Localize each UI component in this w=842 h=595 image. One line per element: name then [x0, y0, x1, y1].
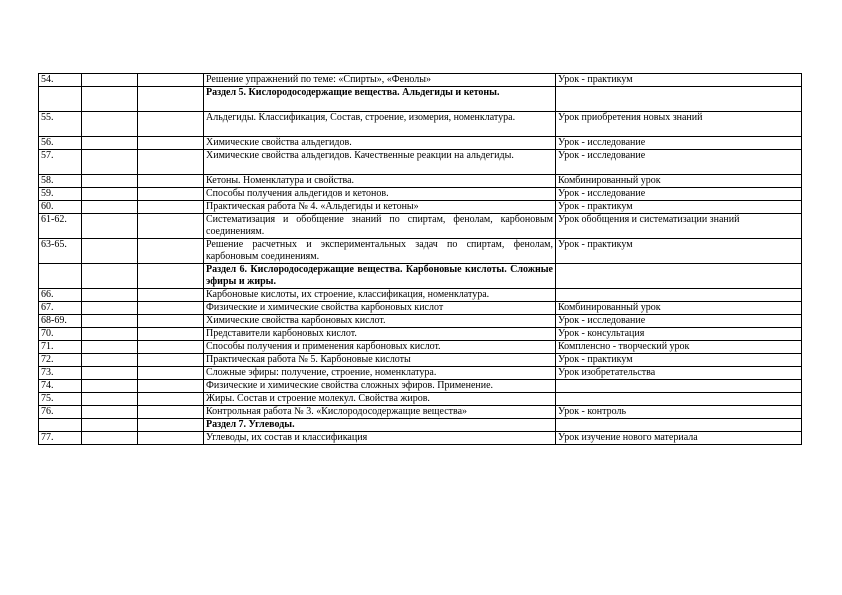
lesson-number-cell: 73. [39, 367, 82, 380]
section-title-cell: Раздел 5. Кислородосодержащие вещества. Альдегиды и кетоны. [204, 87, 556, 112]
lesson-type-cell [556, 419, 802, 432]
date-fact-cell [138, 201, 204, 214]
lesson-number-cell: 58. [39, 175, 82, 188]
lesson-type-cell: Урок изучение нового материала [556, 432, 802, 445]
lesson-number-cell [39, 87, 82, 112]
lesson-row [39, 432, 802, 445]
lesson-number-cell: 67. [39, 302, 82, 315]
date-fact-cell [138, 354, 204, 367]
date-fact-cell [138, 328, 204, 341]
lesson-row [39, 74, 802, 87]
lesson-row [39, 201, 802, 214]
lesson-topic-cell: Решение расчетных и экспериментальных задач по спиртам, фенолам, карбоновым соединениям. [204, 239, 556, 264]
date-fact-cell [138, 150, 204, 175]
lesson-topic-cell: Физические и химические свойства сложных эфиров. Применение. [204, 380, 556, 393]
date-plan-cell [82, 302, 138, 315]
date-plan-cell [82, 74, 138, 87]
date-plan-cell [82, 150, 138, 175]
lesson-row [39, 367, 802, 380]
lesson-type-cell: Урок - консультация [556, 328, 802, 341]
lesson-type-cell: Урок - практикум [556, 74, 802, 87]
lesson-row [39, 289, 802, 302]
date-plan-cell [82, 201, 138, 214]
date-fact-cell [138, 367, 204, 380]
lesson-type-cell: Комбинированный урок [556, 175, 802, 188]
lesson-number-cell: 61-62. [39, 214, 82, 239]
date-fact-cell [138, 432, 204, 445]
section-title-cell: Раздел 6. Кислородосодержащие вещества. Карбоновые кислоты. Сложные эфиры и жиры. [204, 264, 556, 289]
lesson-row [39, 328, 802, 341]
lesson-number-cell: 77. [39, 432, 82, 445]
lesson-topic-cell: Физические и химические свойства карбоновых кислот [204, 302, 556, 315]
lesson-type-cell: Урок приобретения новых знаний [556, 112, 802, 137]
lesson-topic-cell: Способы получения альдегидов и кетонов. [204, 188, 556, 201]
date-plan-cell [82, 341, 138, 354]
lesson-type-cell: Урок изобретательства [556, 367, 802, 380]
lesson-type-cell: Урок - практикум [556, 201, 802, 214]
lesson-topic-cell: Практическая работа № 5. Карбоновые кислоты [204, 354, 556, 367]
date-plan-cell [82, 393, 138, 406]
lesson-row [39, 112, 802, 137]
lesson-row [39, 302, 802, 315]
lesson-number-cell: 59. [39, 188, 82, 201]
date-fact-cell [138, 214, 204, 239]
lesson-topic-cell: Практическая работа № 4. «Альдегиды и кетоны» [204, 201, 556, 214]
date-plan-cell [82, 264, 138, 289]
lesson-type-cell [556, 264, 802, 289]
lesson-type-cell: Урок - исследование [556, 315, 802, 328]
date-fact-cell [138, 302, 204, 315]
lesson-number-cell: 63-65. [39, 239, 82, 264]
date-fact-cell [138, 137, 204, 150]
lesson-row [39, 214, 802, 239]
lesson-topic-cell: Контрольная работа № 3. «Кислородосодержащие вещества» [204, 406, 556, 419]
date-plan-cell [82, 175, 138, 188]
lesson-number-cell [39, 419, 82, 432]
lesson-number-cell: 55. [39, 112, 82, 137]
lesson-topic-cell: Химические свойства альдегидов. Качественные реакции на альдегиды. [204, 150, 556, 175]
date-plan-cell [82, 367, 138, 380]
lesson-type-cell: Урок - практикум [556, 354, 802, 367]
lesson-type-cell: Урок - контроль [556, 406, 802, 419]
lesson-number-cell: 57. [39, 150, 82, 175]
lesson-topic-cell: Сложные эфиры: получение, строение, номенклатура. [204, 367, 556, 380]
lesson-number-cell: 70. [39, 328, 82, 341]
date-fact-cell [138, 406, 204, 419]
lesson-topic-cell: Решение упражнений по теме: «Спирты», «Фенолы» [204, 74, 556, 87]
section-row [39, 419, 802, 432]
date-plan-cell [82, 289, 138, 302]
date-plan-cell [82, 406, 138, 419]
section-row [39, 264, 802, 289]
section-row [39, 87, 802, 112]
date-fact-cell [138, 264, 204, 289]
lesson-type-cell [556, 380, 802, 393]
date-plan-cell [82, 380, 138, 393]
date-plan-cell [82, 328, 138, 341]
lesson-number-cell [39, 264, 82, 289]
lesson-topic-cell: Химические свойства карбоновых кислот. [204, 315, 556, 328]
date-plan-cell [82, 354, 138, 367]
lesson-topic-cell: Жиры. Состав и строение молекул. Свойства жиров. [204, 393, 556, 406]
date-fact-cell [138, 188, 204, 201]
lesson-row [39, 406, 802, 419]
date-fact-cell [138, 74, 204, 87]
lesson-topic-cell: Систематизация и обобщение знаний по спиртам, фенолам, карбоновым соединениям. [204, 214, 556, 239]
date-fact-cell [138, 380, 204, 393]
date-fact-cell [138, 315, 204, 328]
date-plan-cell [82, 419, 138, 432]
lesson-number-cell: 76. [39, 406, 82, 419]
lesson-type-cell: Урок - практикум [556, 239, 802, 264]
lesson-row [39, 341, 802, 354]
lesson-row [39, 393, 802, 406]
lesson-topic-cell: Альдегиды. Классификация, Состав, строение, изомерия, номенклатура. [204, 112, 556, 137]
lesson-row [39, 150, 802, 175]
date-fact-cell [138, 112, 204, 137]
date-fact-cell [138, 175, 204, 188]
lesson-row [39, 354, 802, 367]
date-plan-cell [82, 188, 138, 201]
date-plan-cell [82, 432, 138, 445]
lesson-row [39, 380, 802, 393]
lesson-type-cell: Компленсно - творческий урок [556, 341, 802, 354]
lesson-number-cell: 54. [39, 74, 82, 87]
date-plan-cell [82, 214, 138, 239]
date-fact-cell [138, 341, 204, 354]
lesson-number-cell: 56. [39, 137, 82, 150]
lesson-type-cell: Урок - исследование [556, 137, 802, 150]
date-plan-cell [82, 112, 138, 137]
date-plan-cell [82, 137, 138, 150]
lesson-type-cell: Урок - исследование [556, 150, 802, 175]
lesson-topic-cell: Химические свойства альдегидов. [204, 137, 556, 150]
lesson-number-cell: 75. [39, 393, 82, 406]
lesson-row [39, 315, 802, 328]
section-title-cell: Раздел 7. Углеводы. [204, 419, 556, 432]
lesson-type-cell [556, 289, 802, 302]
date-fact-cell [138, 419, 204, 432]
date-plan-cell [82, 315, 138, 328]
date-fact-cell [138, 239, 204, 264]
date-fact-cell [138, 87, 204, 112]
lesson-type-cell: Урок обобщения и систематизации знаний [556, 214, 802, 239]
lesson-row [39, 137, 802, 150]
lesson-topic-cell: Способы получения и применения карбоновых кислот. [204, 341, 556, 354]
lesson-topic-cell: Представители карбоновых кислот. [204, 328, 556, 341]
date-plan-cell [82, 239, 138, 264]
lesson-type-cell [556, 87, 802, 112]
date-fact-cell [138, 289, 204, 302]
lesson-type-cell [556, 393, 802, 406]
lesson-number-cell: 71. [39, 341, 82, 354]
lesson-plan-table [38, 73, 802, 445]
date-plan-cell [82, 87, 138, 112]
lesson-number-cell: 74. [39, 380, 82, 393]
lesson-number-cell: 66. [39, 289, 82, 302]
lesson-topic-cell: Углеводы, их состав и классификация [204, 432, 556, 445]
lesson-number-cell: 68-69. [39, 315, 82, 328]
lesson-topic-cell: Карбоновые кислоты, их строение, классификация, номенклатура. [204, 289, 556, 302]
lesson-number-cell: 72. [39, 354, 82, 367]
lesson-plan-body [39, 74, 802, 445]
lesson-type-cell: Комбинированный урок [556, 302, 802, 315]
lesson-topic-cell: Кетоны. Номенклатура и свойства. [204, 175, 556, 188]
lesson-row [39, 188, 802, 201]
lesson-number-cell: 60. [39, 201, 82, 214]
lesson-type-cell: Урок - исследование [556, 188, 802, 201]
lesson-row [39, 239, 802, 264]
lesson-row [39, 175, 802, 188]
date-fact-cell [138, 393, 204, 406]
